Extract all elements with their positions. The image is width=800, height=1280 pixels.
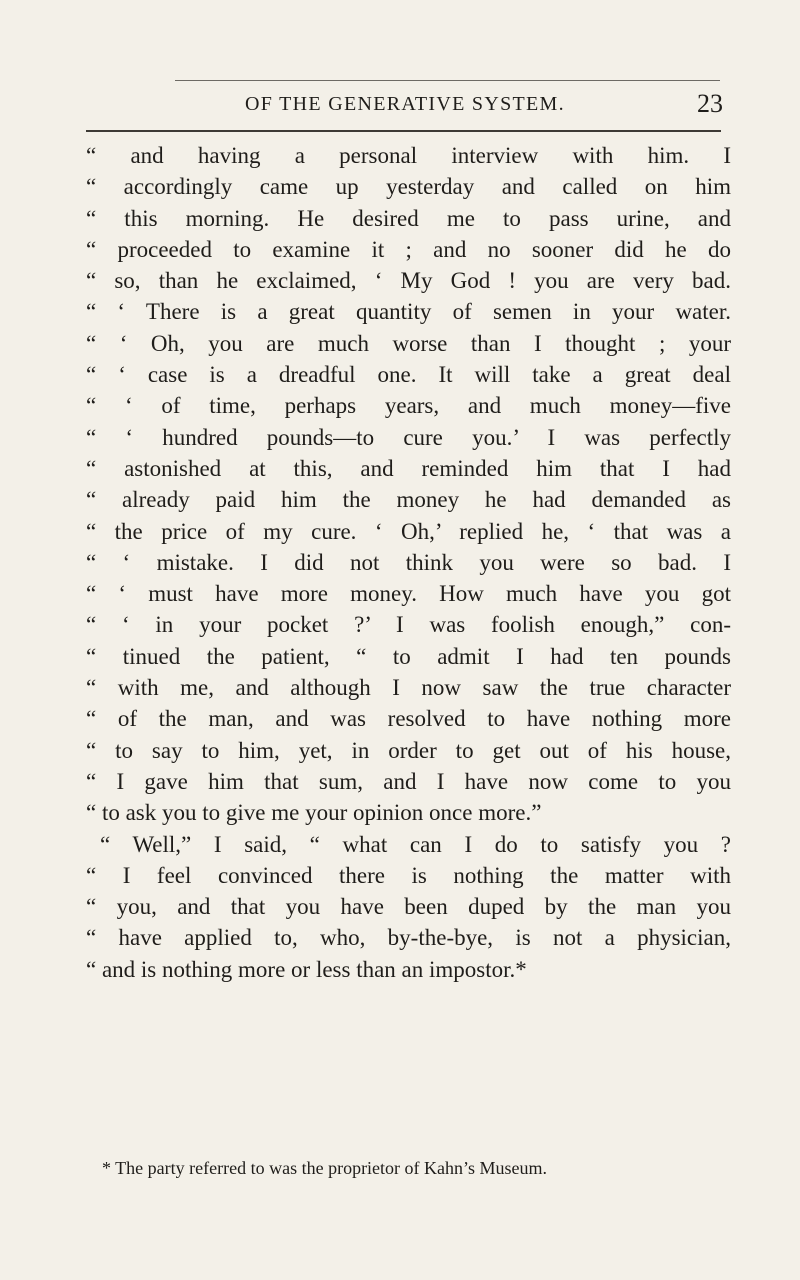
- text-line: “ and is nothing more or less than an impostor.*: [86, 956, 527, 982]
- text-line: “ Well,” I said, “ what can I do to satisfy you ?: [100, 831, 731, 857]
- body-text: [86, 140, 731, 985]
- text-line: “ tinued the patient, “ to admit I had ten pounds: [86, 643, 731, 669]
- header-rule: [86, 130, 721, 132]
- text-line: “ already paid him the money he had demanded as: [86, 487, 731, 513]
- text-line: “ ‘ in your pocket ?’ I was foolish enough,” con-: [86, 612, 731, 638]
- text-line: “ to ask you to give me your opinion once more.”: [86, 800, 542, 826]
- text-line: “ I feel convinced there is nothing the matter with: [86, 862, 731, 888]
- text-line: “ ‘ of time, perhaps years, and much money—five: [86, 393, 731, 419]
- text-line: “ to say to him, yet, in order to get out of his house,: [86, 737, 731, 763]
- text-line: “ ‘ must have more money. How much have you got: [86, 581, 731, 607]
- text-line: “ ‘ Oh, you are much worse than I thought ; your: [86, 330, 731, 356]
- top-rule: [175, 80, 720, 81]
- footnote: * The party referred to was the proprietor of Kahn’s Museum.: [102, 1158, 548, 1178]
- text-line: “ and having a personal interview with him. I: [86, 143, 731, 168]
- text-line: “ this morning. He desired me to pass urine, and: [86, 205, 731, 231]
- text-line: “ proceeded to examine it ; and no sooner did he do: [86, 236, 731, 262]
- text-line: “ accordingly came up yesterday and called on him: [86, 174, 731, 200]
- text-line: “ ‘ mistake. I did not think you were so bad. I: [86, 549, 731, 575]
- text-line: “ so, than he exclaimed, ‘ My God ! you are very bad.: [86, 268, 731, 294]
- text-line: “ the price of my cure. ‘ Oh,’ replied he, ‘ that was a: [86, 518, 731, 544]
- text-line: “ of the man, and was resolved to have nothing more: [86, 706, 731, 732]
- text-line: “ ‘ There is a great quantity of semen in your water.: [86, 299, 731, 325]
- page-number: 23: [697, 89, 723, 118]
- page-header: [85, 89, 725, 123]
- text-line: “ ‘ hundred pounds—to cure you.’ I was perfectly: [86, 424, 731, 450]
- text-line: “ you, and that you have been duped by the man you: [86, 894, 731, 920]
- text-line: “ have applied to, who, by-the-bye, is not a physician,: [86, 925, 731, 951]
- text-line: “ ‘ case is a dreadful one. It will take a great deal: [86, 362, 731, 388]
- text-line: “ astonished at this, and reminded him that I had: [86, 455, 731, 481]
- text-line: “ I gave him that sum, and I have now come to you: [86, 768, 731, 794]
- text-line: “ with me, and although I now saw the true character: [86, 675, 731, 701]
- running-head: OF THE GENERATIVE SYSTEM.: [245, 93, 565, 115]
